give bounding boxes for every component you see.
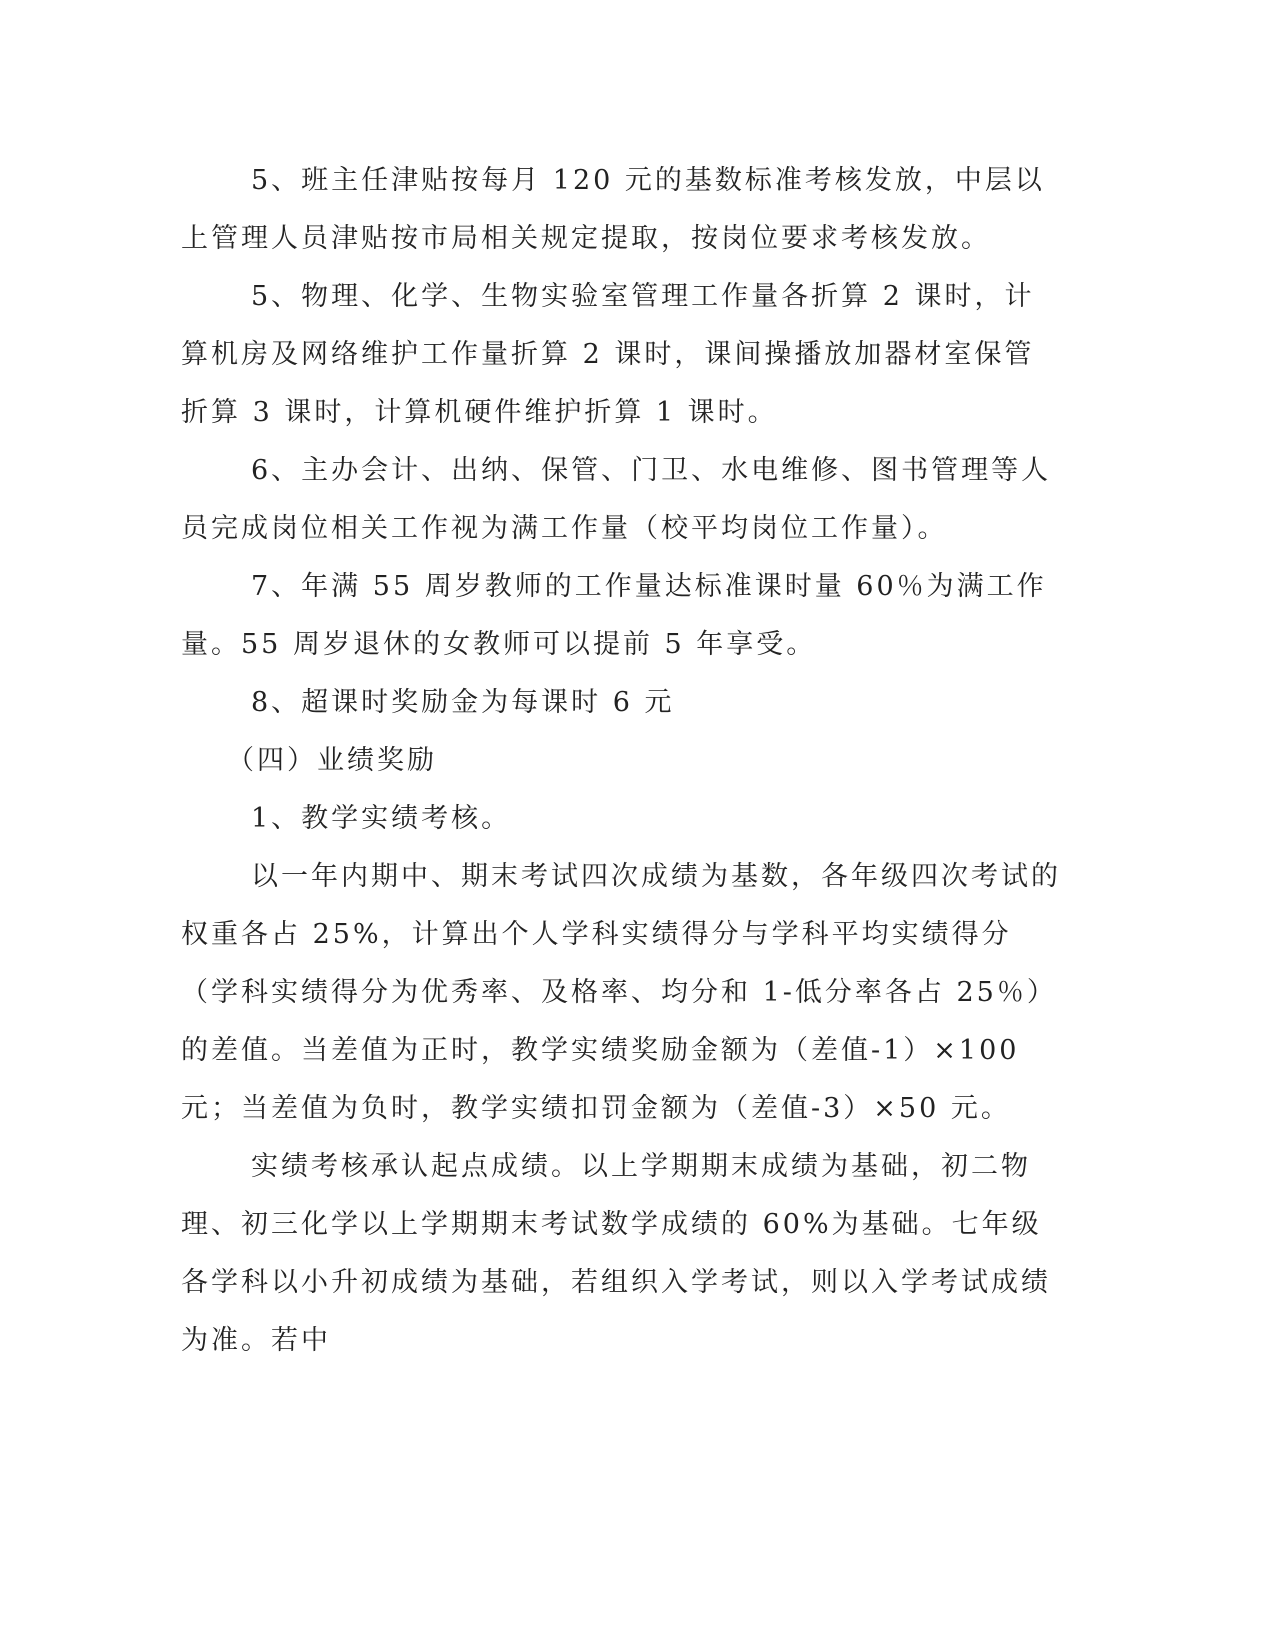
paragraph-lab-workload: 5、物理、化学、生物实验室管理工作量各折算 2 课时，计算机房及网络维护工作量折算 2 课时，课间操播放加器材室保管折算 3 课时，计算机硬件维护折算 1 课时。 [181,281,1035,428]
document-body [181,152,1061,1370]
section-heading-performance-award: （四）业绩奖励 [227,745,437,776]
subheading-teaching-assessment: 1、教学实绩考核。 [251,803,512,834]
paragraph-baseline-scores: 实绩考核承认起点成绩。以上学期期末成绩为基础，初二物理、初三化学以上学期期末考试数学成绩的 60%为基础。七年级各学科以小升初成绩为基础，若组织入学考试，则以入学考试成绩为准。若中 [181,1151,1051,1356]
paragraph-staff-workload: 6、主办会计、出纳、保管、门卫、水电维修、图书管理等人员完成岗位相关工作视为满工作量（校平均岗位工作量）。 [181,455,1052,544]
paragraph-assessment-formula: 以一年内期中、期末考试四次成绩为基数，各年级四次考试的权重各占 25%，计算出个人学科实绩得分与学科平均实绩得分（学科实绩得分为优秀率、及格率、均分和 1-低分率各占 25％）的差值。当差值为正时，教学实绩奖励金额为（差值-1）×100 元；当差值为负时，教学实绩扣罚金额为（差值-3）×50 元。 [181,861,1061,1124]
paragraph-overtime-bonus: 8、超课时奖励金为每课时 6 元 [251,687,675,718]
paragraph-class-teacher-allowance: 5、班主任津贴按每月 120 元的基数标准考核发放，中层以上管理人员津贴按市局相关规定提取，按岗位要求考核发放。 [181,165,1045,254]
paragraph-senior-teacher-workload: 7、年满 55 周岁教师的工作量达标准课时量 60％为满工作量。55 周岁退休的女教师可以提前 5 年享受。 [181,571,1047,660]
